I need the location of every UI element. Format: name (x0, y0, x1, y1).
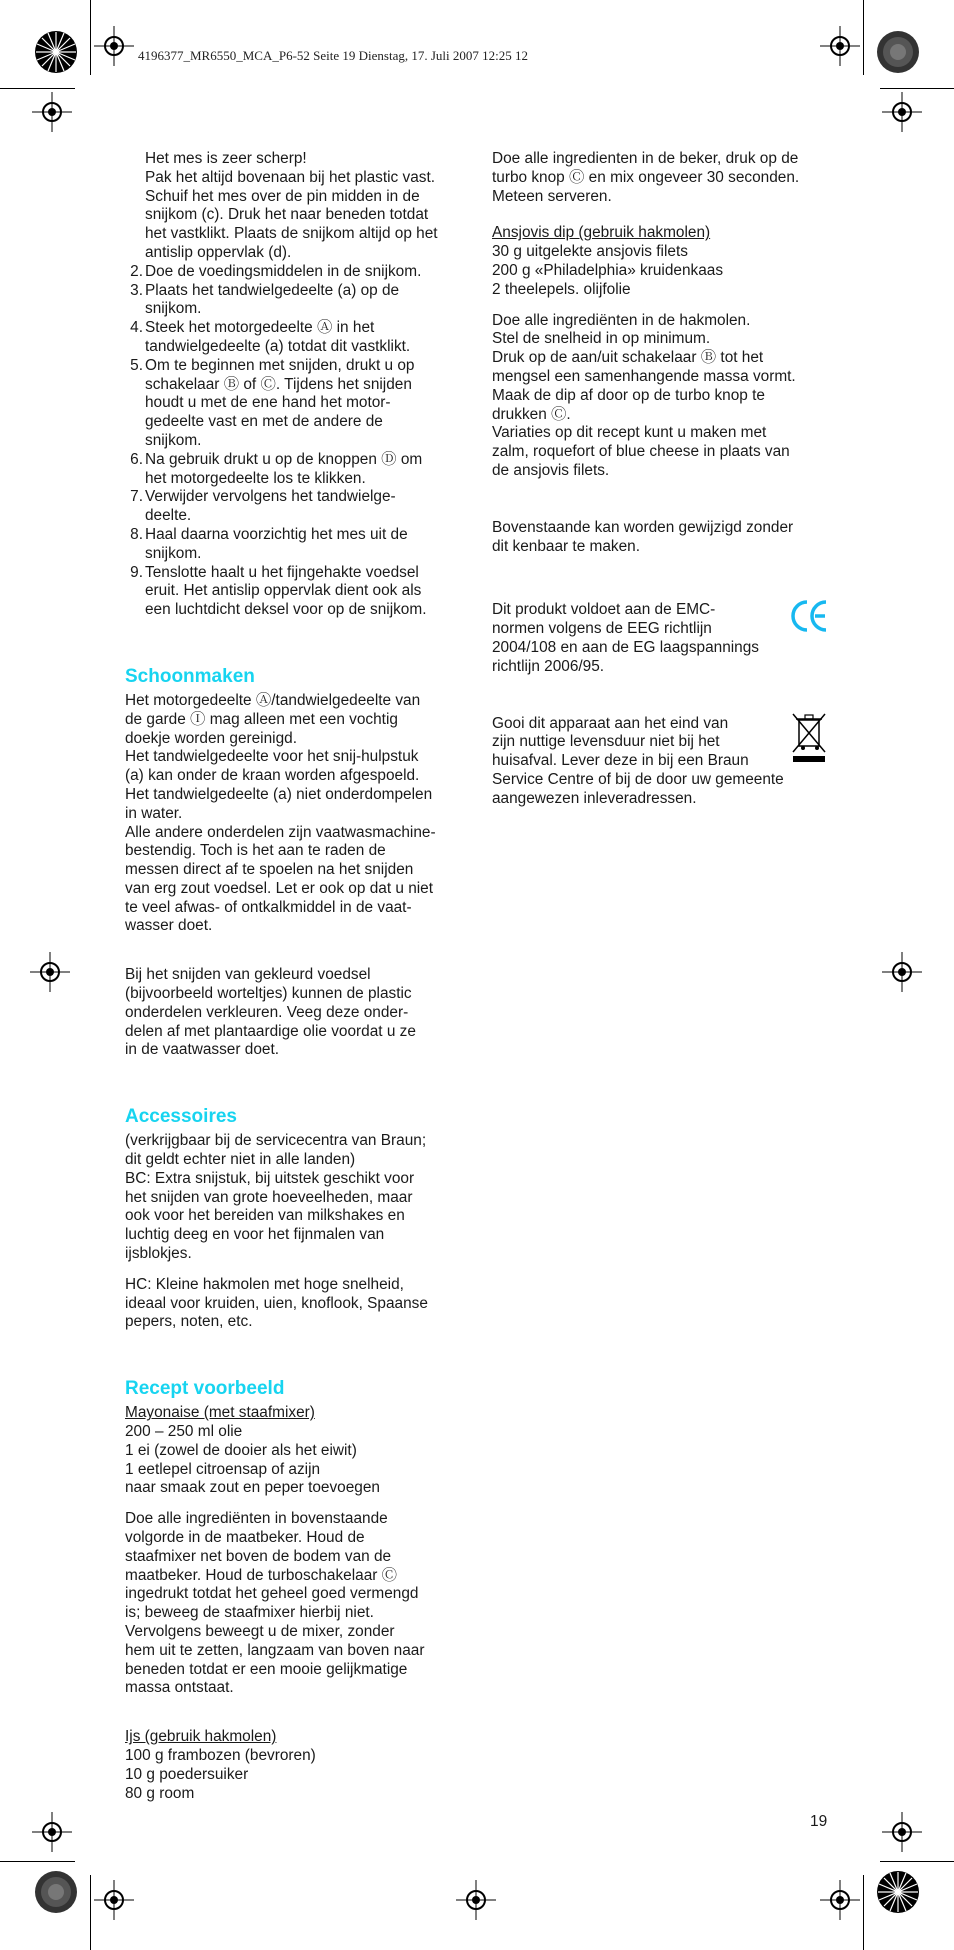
text-line: van erg zout voedsel. Let er ook op dat u niet (125, 879, 434, 897)
recipe-title-ansjovis-dip: Ansjovis dip (gebruik hakmolen) (492, 224, 711, 242)
step-number: 8. (130, 525, 143, 543)
mayonaise-instructions (125, 1510, 465, 1698)
text-line: 100 g frambozen (bevroren) (125, 1746, 316, 1764)
text-line: huisafval. Lever deze in bij een Braun (492, 752, 749, 770)
text-line: Doe alle ingrediënten in de hakmolen. (492, 311, 751, 329)
step-text-line: gedeelte vast en met de andere de (145, 413, 383, 431)
step-text-line: Verwijder vervolgens het tandwielge- (145, 488, 396, 506)
text-line: (bijvoorbeeld worteltjes) kunnen de plastic (125, 985, 412, 1003)
text-line: de garde Ⓘ mag alleen met een vochtig (125, 710, 398, 728)
text-line: antislip oppervlak (d). (145, 243, 292, 261)
ce-mark-icon (790, 596, 830, 636)
text-line: messen direct af te spoelen na het snijden (125, 861, 414, 879)
text-line: ijsblokjes. (125, 1245, 192, 1263)
text-line: onderdelen verkleuren. Veeg deze onder- (125, 1003, 409, 1021)
text-line: Het tandwielgedeelte voor het snij-hulpstuk (125, 748, 419, 766)
text-line: ideaal voor kruiden, uien, knoflook, Spaanse (125, 1294, 428, 1312)
section-title-recept: Recept voorbeeld (125, 1378, 285, 1400)
text-line: beneden totdat er een mooie gelijkmatige (125, 1660, 408, 1678)
step-text-line: Plaats het tandwielgedeelte (a) op de (145, 281, 400, 299)
text-line: het snijden van grote hoeveelheden, maar (125, 1188, 413, 1206)
step-text-line: snijkom. (145, 544, 202, 562)
mayonaise-ingredients (125, 1423, 465, 1498)
text-line: luchtig deeg en voor het fijnmalen van (125, 1226, 385, 1244)
step-text-line: Na gebruik drukt u op de knoppen Ⓓ om (145, 450, 423, 468)
usage-step (125, 357, 465, 451)
registration-mark-icon (820, 1880, 860, 1920)
registration-mark-icon (882, 1812, 922, 1852)
text-line: 10 g poedersuiker (125, 1765, 249, 1783)
text-line: mengsel een samenhangende massa vormt. (492, 367, 796, 385)
color-wheel-icon (876, 1870, 920, 1914)
usage-step (125, 526, 465, 564)
registration-mark-icon (32, 1812, 72, 1852)
step-text-line: eruit. Het antislip oppervlak dient ook als (145, 582, 422, 600)
text-line: Pak het altijd bovenaan bij het plastic vast. (145, 168, 436, 186)
text-line: pepers, noten, etc. (125, 1313, 253, 1331)
dip-instructions (492, 312, 832, 481)
text-line: massa ontstaat. (125, 1679, 234, 1697)
step-text-line: deelte. (145, 507, 192, 525)
text-line: (a) kan onder de kraan worden afgespoeld. (125, 767, 420, 785)
step-text-line: Om te beginnen met snijden, drukt u op (145, 356, 415, 374)
disposal-notice (492, 715, 832, 809)
accessories-hc-paragraph (125, 1276, 465, 1332)
text-line: 2004/108 en aan de EG laagspannings (492, 638, 759, 656)
text-line: BC: Extra snijstuk, bij uitstek geschikt voor (125, 1169, 415, 1187)
section-title-accessoires: Accessoires (125, 1106, 237, 1128)
step-text-line: Haal daarna voorzichtig het mes uit de (145, 525, 408, 543)
section-title-schoonmaken: Schoonmaken (125, 665, 255, 687)
text-line: in de vaatwasser doet. (125, 1041, 279, 1059)
step-text-line: Steek het motorgedeelte Ⓐ in het (145, 319, 375, 337)
text-line: Dit produkt voldoet aan de EMC- (492, 601, 716, 619)
usage-step (125, 263, 465, 282)
step-number: 5. (130, 356, 143, 374)
step-number: 7. (130, 488, 143, 506)
text-line: 1 ei (zowel de dooier als het eiwit) (125, 1441, 357, 1459)
step-text-line: een luchtdicht deksel voor op de snijkom. (145, 601, 427, 619)
step-text-line: houdt u met de ene hand het motor- (145, 394, 391, 412)
print-header: 4196377_MR6550_MCA_P6-52 Seite 19 Dienstag, 17. Juli 2007 12:25 12 (138, 48, 529, 63)
step-number: 9. (130, 563, 143, 581)
registration-mark-icon (32, 92, 72, 132)
text-line: Vervolgens beweegt u de mixer, zonder (125, 1623, 395, 1640)
step-number: 4. (130, 319, 143, 337)
text-line: 1 eetlepel citroensap of azijn (125, 1460, 321, 1478)
text-line: Variaties op dit recept kunt u maken met (492, 424, 767, 442)
text-line: hem uit te zetten, langzaam van boven naar (125, 1641, 425, 1659)
color-wheel-icon (34, 1870, 78, 1914)
usage-step (125, 488, 465, 526)
blade-warning (125, 150, 465, 263)
text-line: wasser doet. (125, 917, 213, 935)
text-line: aangewezen inleveradressen. (492, 789, 697, 807)
step-text-line: snijkom. (145, 431, 202, 449)
step-text-line: schakelaar Ⓑ of Ⓒ. Tijdens het snijden (145, 375, 412, 393)
text-line: volgorde in de maatbeker. Houd de (125, 1529, 365, 1547)
step-text-line: snijkom. (145, 300, 202, 318)
text-line: Doe alle ingrediënten in bovenstaande (125, 1510, 388, 1528)
recipe-title-mayonaise: Mayonaise (met staafmixer) (125, 1404, 315, 1422)
text-line: 2 theelepels. olijfolie (492, 280, 631, 298)
text-line: de ansjovis filets. (492, 461, 610, 479)
usage-step (125, 319, 465, 357)
text-line: drukken Ⓒ. (492, 405, 571, 423)
left-column (125, 150, 465, 1803)
text-line: delen af met plantaardige olie voordat u ze (125, 1022, 416, 1040)
discoloration-paragraph (125, 966, 465, 1060)
text-line: Maak de dip af door op de turbo knop te (492, 386, 765, 404)
ijs-ingredients (125, 1747, 465, 1803)
emc-notice (492, 601, 782, 676)
registration-mark-icon (820, 26, 860, 66)
recipe-title-ijs: Ijs (gebruik hakmolen) (125, 1728, 277, 1746)
registration-mark-icon (882, 952, 922, 992)
text-line: HC: Kleine hakmolen met hoge snelheid, (125, 1275, 404, 1293)
step-text-line: Tenslotte haalt u het fijngehakte voedsel (145, 563, 419, 581)
text-line: Druk op de aan/uit schakelaar Ⓑ tot het (492, 349, 764, 367)
text-line: Het tandwielgedeelte (a) niet onderdompelen (125, 785, 433, 803)
text-line: in water. (125, 804, 183, 822)
text-line: 200 – 250 ml olie (125, 1423, 243, 1441)
text-line: 30 g uitgelekte ansjovis filets (492, 243, 688, 261)
text-line: Service Centre of bij de door uw gemeente (492, 770, 784, 788)
text-line: staafmixer net boven de bodem van de (125, 1547, 392, 1565)
text-line: bestendig. Toch is het aan te raden de (125, 842, 386, 860)
ijs-instructions (492, 150, 832, 206)
step-number: 2. (130, 262, 143, 280)
text-line: Het mes is zeer scherp! (145, 150, 307, 167)
text-line: (verkrijgbaar bij de servicecentra van Braun; (125, 1132, 427, 1150)
text-line: Bij het snijden van gekleurd voedsel (125, 966, 371, 984)
text-line: maatbeker. Houd de turboschakelaar Ⓒ (125, 1566, 398, 1584)
text-line: richtlijn 2006/95. (492, 657, 605, 675)
registration-mark-icon (882, 92, 922, 132)
cleaning-paragraph (125, 692, 465, 936)
text-line: Alle andere onderdelen zijn vaatwasmachine- (125, 823, 436, 841)
usage-step (125, 451, 465, 489)
registration-mark-icon (456, 1880, 496, 1920)
text-line: doekje worden gereinigd. (125, 729, 297, 747)
text-line: snijkom (c). Druk het naar beneden totdat (145, 206, 429, 224)
text-line: dit kenbaar te maken. (492, 537, 641, 555)
crossed-bin-icon (790, 710, 830, 766)
text-line: Gooi dit apparaat aan het eind van (492, 714, 729, 732)
page-number: 19 (810, 1813, 828, 1830)
usage-steps-list (125, 263, 465, 620)
text-line: zijn nuttige levensduur niet bij het (492, 733, 720, 751)
text-line: Schuif het mes over de pin midden in de (145, 187, 420, 205)
text-line: Bovenstaande kan worden gewijzigd zonder (492, 518, 794, 536)
text-line: Doe alle ingredienten in de beker, druk op de (492, 150, 799, 167)
usage-step (125, 282, 465, 320)
text-line: Meteen serveren. (492, 187, 612, 205)
text-line: ook voor het bereiden van milkshakes en (125, 1207, 405, 1225)
color-wheel-icon (876, 30, 920, 74)
text-line: zalm, roquefort of blue cheese in plaats van (492, 443, 790, 461)
text-line: Het motorgedeelte Ⓐ/tandwielgedeelte van (125, 691, 421, 709)
text-line: het vastklikt. Plaats de snijkom altijd op het (145, 225, 438, 243)
color-wheel-icon (34, 30, 78, 74)
step-number: 6. (130, 450, 143, 468)
right-column (492, 150, 832, 809)
text-line: te veel afwas- of ontkalkmiddel in de vaat- (125, 898, 412, 916)
registration-mark-icon (94, 26, 134, 66)
step-text-line: het motorgedeelte los te klikken. (145, 469, 366, 487)
usage-step (125, 564, 465, 620)
step-number: 3. (130, 281, 143, 299)
text-line: is; beweeg de staafmixer hierbij niet. (125, 1604, 374, 1622)
text-line: 200 g «Philadelphia» kruidenkaas (492, 261, 724, 279)
step-text-line: tandwielgedeelte (a) totdat dit vastklikt. (145, 337, 411, 355)
registration-mark-icon (94, 1880, 134, 1920)
text-line: naar smaak zout en peper toevoegen (125, 1479, 380, 1497)
change-notice (492, 519, 832, 557)
text-line: turbo knop Ⓒ en mix ongeveer 30 seconden. (492, 168, 800, 186)
text-line: 80 g room (125, 1784, 195, 1802)
text-line: Stel de snelheid in op minimum. (492, 330, 711, 348)
dip-ingredients (492, 243, 832, 299)
step-text-line: Doe de voedingsmiddelen in de snijkom. (145, 262, 422, 280)
accessories-paragraph (125, 1132, 465, 1264)
text-line: dit geldt echter niet in alle landen) (125, 1151, 356, 1169)
text-line: normen volgens de EEG richtlijn (492, 620, 712, 638)
registration-mark-icon (30, 952, 70, 992)
text-line: ingedrukt totdat het geheel goed vermengd (125, 1585, 419, 1603)
